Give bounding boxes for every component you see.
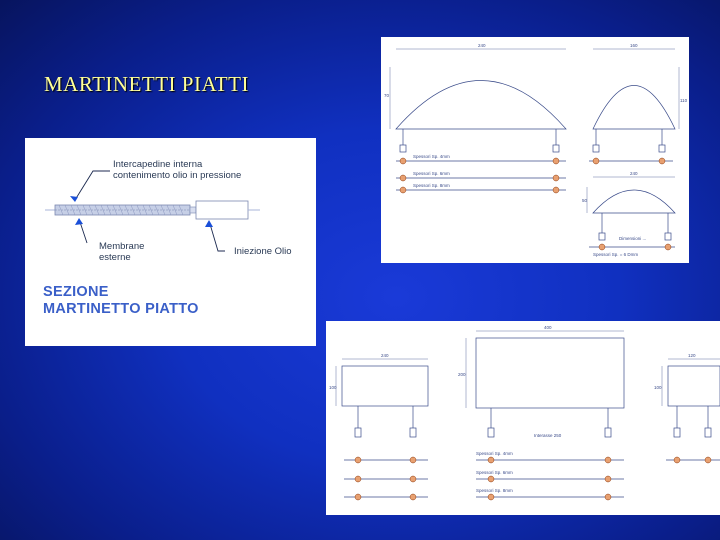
semicircular-jacks-svg xyxy=(381,37,689,263)
svg-text:70: 70 xyxy=(384,93,390,98)
center-rect-jack xyxy=(476,338,624,408)
svg-text:120: 120 xyxy=(688,353,696,358)
svg-text:Dimensioni ...: Dimensioni ... xyxy=(619,236,647,241)
shallow-arch-jack xyxy=(593,190,675,213)
callout-interspace: Intercapedine interna contenimento olio in pressione xyxy=(113,159,242,181)
svg-text:400: 400 xyxy=(544,325,552,330)
small-arch-jack xyxy=(593,86,675,130)
callout-oil-injection: Iniezione Olio xyxy=(234,246,292,257)
svg-text:100: 100 xyxy=(654,385,662,390)
svg-text:Spessori Sp. 6mm: Spessori Sp. 6mm xyxy=(476,470,513,475)
svg-text:110: 110 xyxy=(680,98,688,103)
svg-text:Spessori Sp. 4mm: Spessori Sp. 4mm xyxy=(476,451,513,456)
svg-text:Spessori Sp. 8mm: Spessori Sp. 8mm xyxy=(413,183,450,188)
left-rect-jack xyxy=(342,366,428,406)
right-rect-jack xyxy=(668,366,720,406)
svg-text:Spessori Sp. = 6 Dmm: Spessori Sp. = 6 Dmm xyxy=(593,252,639,257)
rectangular-jacks-drawing xyxy=(326,321,720,515)
svg-text:50: 50 xyxy=(582,198,588,203)
rectangular-jacks-svg xyxy=(326,321,720,515)
svg-text:160: 160 xyxy=(630,43,638,48)
semicircular-jacks-drawing xyxy=(381,37,689,263)
svg-text:Spessori Sp. 4mm: Spessori Sp. 4mm xyxy=(413,154,450,159)
slide-title: MARTINETTI PIATTI xyxy=(44,72,249,96)
oil-inlet-fitting xyxy=(196,201,248,219)
arrow-membrane xyxy=(75,218,83,225)
arrow-oil-inlet xyxy=(205,220,213,227)
svg-text:240: 240 xyxy=(630,171,638,176)
large-arch-jack xyxy=(396,81,566,130)
section-caption: SEZIONE MARTINETTO PIATTO xyxy=(43,284,199,317)
svg-text:Interasse 250: Interasse 250 xyxy=(534,433,562,438)
svg-text:Spessori Sp. 8mm: Spessori Sp. 8mm xyxy=(476,488,513,493)
svg-text:200: 200 xyxy=(458,372,466,377)
svg-text:Spessori Sp. 6mm: Spessori Sp. 6mm xyxy=(413,171,450,176)
arrow-interspace xyxy=(70,196,78,202)
svg-text:100: 100 xyxy=(329,385,337,390)
section-diagram-panel xyxy=(25,138,316,346)
callout-membranes: Membrane esterne xyxy=(99,241,145,263)
svg-text:240: 240 xyxy=(381,353,389,358)
svg-text:240: 240 xyxy=(478,43,486,48)
